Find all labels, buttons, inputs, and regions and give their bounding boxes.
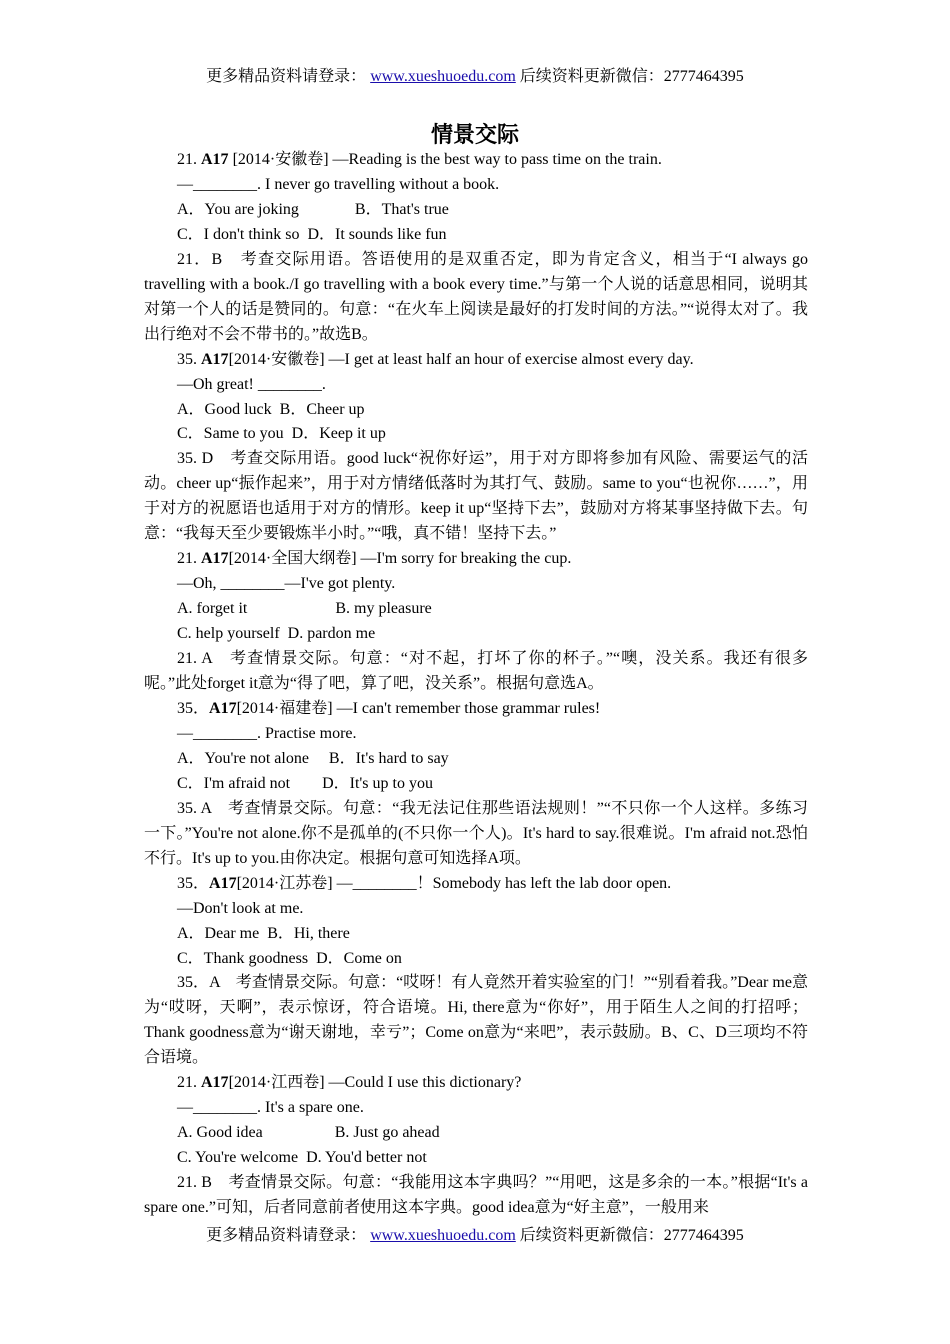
question-stem: 21. A17[2014·全国大纲卷] —I'm sorry for breaking the cup. [177,550,572,568]
options-row: C．Thank goodness D．Come on [177,949,402,967]
document-body [144,148,808,1221]
options-row: A．You are joking B．That's true [177,200,449,218]
page-footer [0,1226,950,1246]
question-block [144,348,808,548]
page-title: 情景交际 [430,122,519,147]
question-stem: 21. A17[2014·江西卷] —Could I use this dictionary? [177,1074,522,1092]
question-stem: 35．A17[2014·江苏卷] —________！Somebody has left the lab door open. [177,874,672,892]
question-stem: 35．A17[2014·福建卷] —I can't remember those grammar rules! [177,699,601,717]
question-reply: —________. It's a spare one. [177,1099,364,1117]
answer-explanation: 21. A 考查情景交际。句意：“对不起，打坏了你的杯子。”“噢，没关系。我还有很多呢。”此处forget it意为“得了吧，算了吧，没关系”。根据句意选A。 [144,650,808,693]
question-stem: 21. A17 [2014·安徽卷] —Reading is the best way to pass time on the train. [177,151,662,168]
answer-explanation: 35. A 考查情景交际。句意：“我无法记住那些语法规则！”“不只你一个人这样。多练习一下。”You're not alone.你不是孤单的(不只你一个人)。It's hard to say.很难说。I'm afraid not.恐怕不行。It's up to you.由你决定。根据句意可知选择A项。 [144,799,808,867]
question-block [144,148,808,348]
footer-website-link[interactable]: www.xueshuoedu.com [370,1227,516,1244]
answer-explanation: 35．A 考查情景交际。句意：“哎呀！有人竟然开着实验室的门！”“别看着我。”Dear me意为“哎呀，天啊”，表示惊讶，符合语境。Hi, there意为“你好”，用于陌生人之间的打招呼；Thank goodness意为“谢天谢地，幸亏”；Come on意为“来吧”，表示鼓励。B、C、D三项均不符合语境。 [144,974,808,1067]
options-row: C. help yourself D. pardon me [177,625,376,643]
answer-explanation: 21．B 考查交际用语。答语使用的是双重否定，即为肯定含义，相当于“I always go travelling with a book./I go travelling with a book every time.”与第一个人说的话意思相同，说明其对第一个人的话是赞同的。句意：“在火车上阅读是最好的打发时间的方法。”“说得太对了。我出行绝对不会不带书的。”故选B。 [144,250,808,343]
options-row: A．You're not alone B．It's hard to say [177,749,449,767]
answer-explanation: 21. B 考查情景交际。句意：“我能用这本字典吗？”“用吧，这是多余的一本。”根据“It's a spare one.”可知，后者同意前者使用这本字典。good idea意为“好主意”，一般用来 [144,1174,808,1217]
question-block [144,872,808,1072]
question-block [144,547,808,697]
question-stem: 35. A17[2014·安徽卷] —I get at least half an hour of exercise almost every day. [177,350,694,368]
question-reply: —________. Practise more. [177,724,357,742]
options-row: A. forget it B. my pleasure [177,600,432,618]
question-block [144,1071,808,1221]
footer-prefix: 更多精品资料请登录： [206,1227,367,1244]
footer-wechat: 后续资料更新微信：2777464395 [519,1227,744,1244]
options-row: C．Same to you D．Keep it up [177,425,386,443]
question-reply: —________. I never go travelling without a book. [177,175,500,193]
question-reply: —Oh, ________—I've got plenty. [177,575,396,593]
question-reply: —Don't look at me. [177,899,304,917]
options-row: C．I'm afraid not D．It's up to you [177,774,433,792]
page-header [0,67,950,87]
options-row: A．Dear me B．Hi, there [177,924,350,942]
question-reply: —Oh great! ________. [177,375,326,393]
options-row: A. Good idea B. Just go ahead [177,1124,440,1142]
header-wechat: 后续资料更新微信：2777464395 [519,68,744,85]
options-row: C．I don't think so D．It sounds like fun [177,225,447,243]
header-prefix: 更多精品资料请登录： [206,68,367,85]
question-block [144,697,808,872]
answer-explanation: 35. D 考查交际用语。good luck“祝你好运”，用于对方即将参加有风险、需要运气的活动。cheer up“振作起来”，用于对方情绪低落时为其打气、鼓励。same to you“也祝你……”，用于对方的祝愿语也适用于对方的情形。keep it up“坚持下去”，鼓励对方将某事坚持做下去。句意：“我每天至少要锻炼半小时。”“哦，真不错！坚持下去。” [144,450,808,543]
options-row: C. You're welcome D. You'd better not [177,1149,427,1167]
options-row: A．Good luck B．Cheer up [177,400,365,418]
header-website-link[interactable]: www.xueshuoedu.com [370,68,516,85]
